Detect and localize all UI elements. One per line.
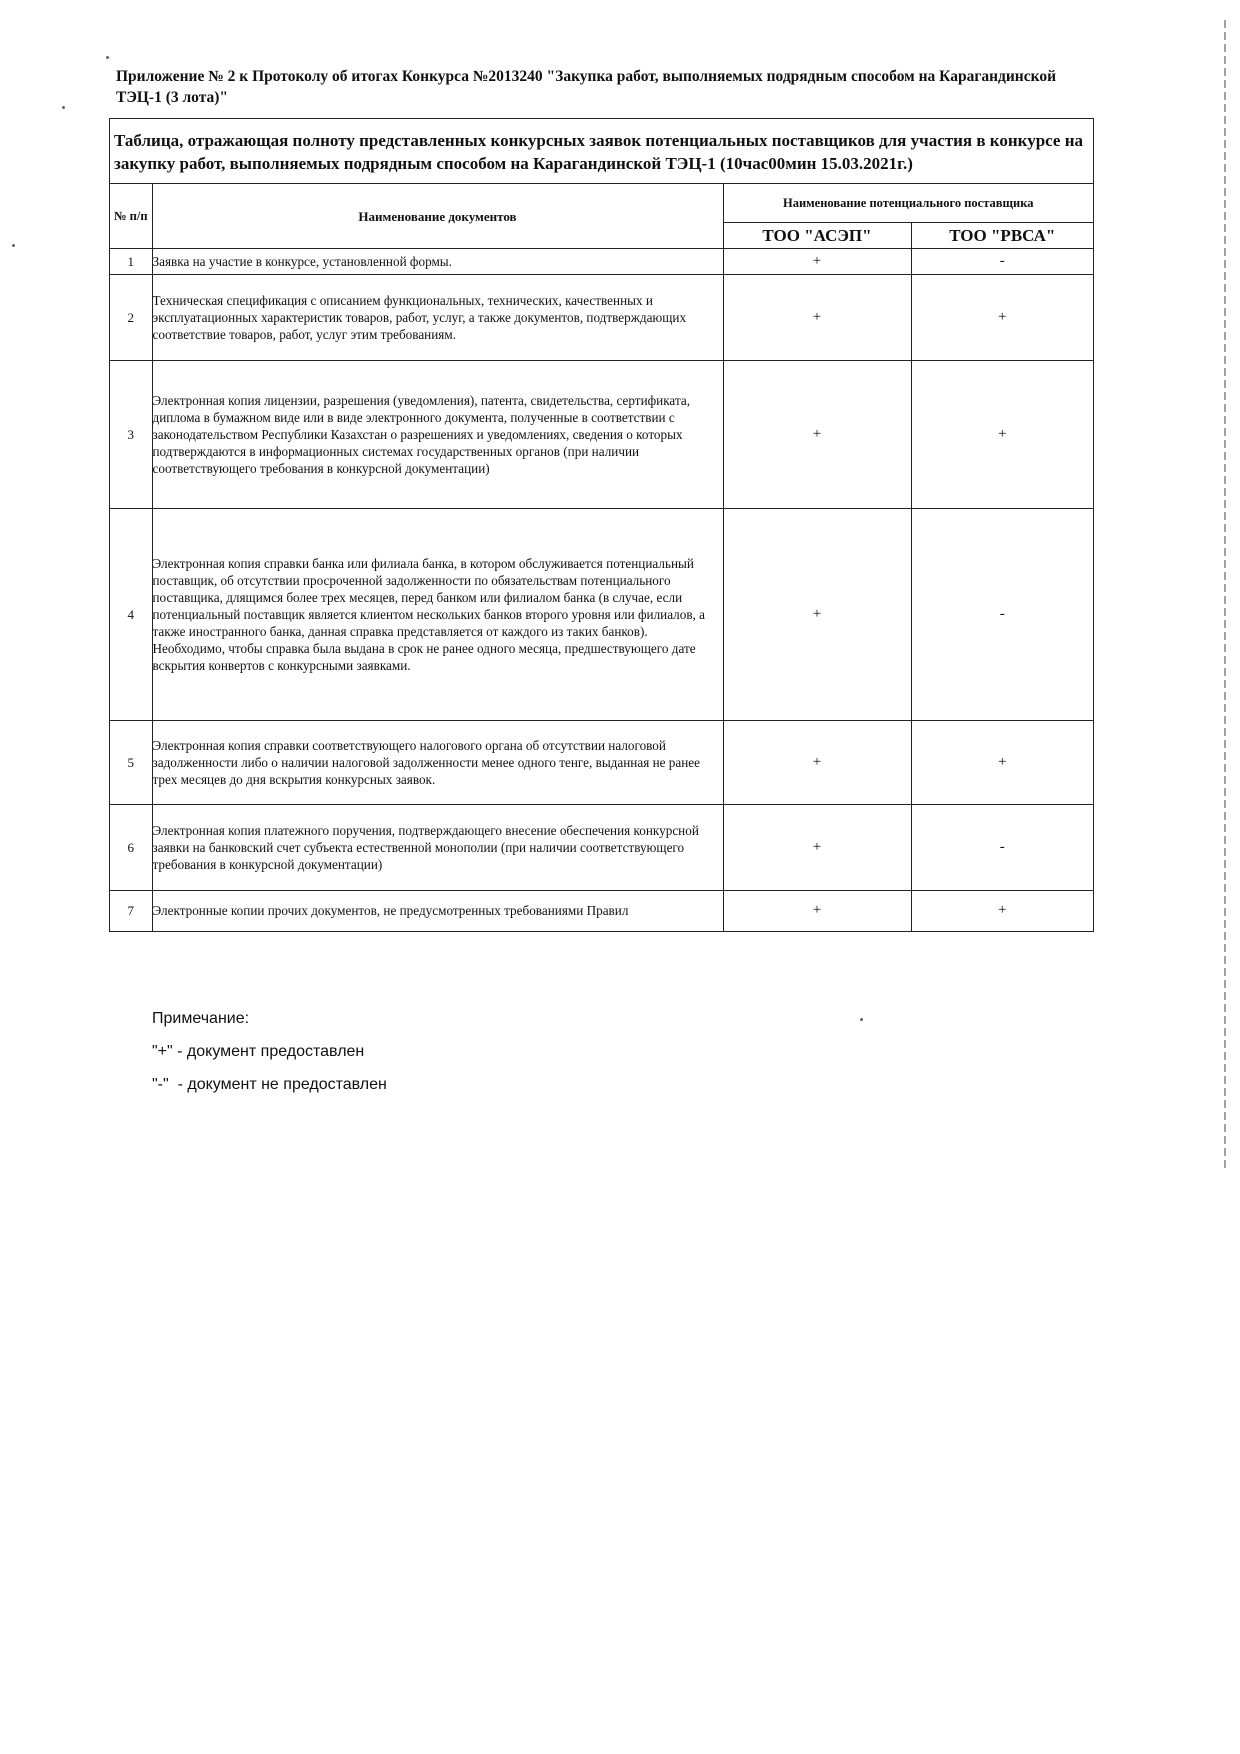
- scan-speck: [62, 106, 65, 109]
- scan-speck: [12, 244, 15, 247]
- row-number: 1: [110, 249, 152, 275]
- scan-margin-line: [1224, 20, 1226, 1170]
- row-number: 6: [110, 805, 152, 891]
- table-row: [110, 721, 1093, 805]
- supplier-mark: +: [723, 249, 911, 275]
- note-minus: "-" - документ не предоставлен: [152, 1076, 387, 1093]
- scan-speck: [106, 56, 109, 59]
- row-number: 4: [110, 509, 152, 721]
- table-header-row: [110, 184, 1093, 223]
- row-number: 3: [110, 361, 152, 509]
- document-name: Электронная копия справки банка или филиала банка, в котором обслуживается потенциальный поставщик, об отсутствии просроченной задолженности по обязательствам потенциального поставщика, длящимся более трех месяцев, перед банком или филиалом банка (в случае, если потенциальный поставщик является клиентом нескольких банков второго уровня или филиалов, а также иностранного банка, данная справка представляется от каждого из таких банков). Необходимо, чтобы справка была выдана в срок не ранее одного месяца, предшествующего дате вскрытия конвертов с конкурсными заявками.: [152, 509, 723, 721]
- supplier-mark: +: [911, 275, 1093, 361]
- table-row: [110, 361, 1093, 509]
- supplier-mark: -: [911, 509, 1093, 721]
- document-header: Приложение № 2 к Протоколу об итогах Конкурса №2013240 "Закупка работ, выполняемых подрядным способом на Карагандинской ТЭЦ-1 (3 лота)": [116, 68, 1057, 106]
- supplier-mark: +: [723, 509, 911, 721]
- supplier-mark: +: [723, 721, 911, 805]
- table-row: [110, 249, 1093, 275]
- table-row: [110, 891, 1093, 931]
- document-name: Электронная копия справки соответствующего налогового органа об отсутствии налоговой задолженности либо о наличии налоговой задолженности менее одного тенге, выданная не ранее трех месяцев до дня вскрытия конкурсных заявок.: [152, 721, 723, 805]
- document-name: Электронные копии прочих документов, не предусмотренных требованиями Правил: [152, 891, 723, 931]
- supplier-mark: +: [723, 891, 911, 931]
- supplier-mark: +: [723, 361, 911, 509]
- table-row: [110, 509, 1093, 721]
- row-number: 2: [110, 275, 152, 361]
- legend-notes: [152, 1002, 387, 1101]
- supplier-mark: +: [723, 275, 911, 361]
- supplier-name: ТОО "РВСА": [911, 223, 1093, 249]
- documents-table: [110, 184, 1093, 931]
- column-header-suppliers: Наименование потенциального поставщика: [723, 184, 1093, 223]
- table-row: [110, 805, 1093, 891]
- supplier-mark: +: [911, 721, 1093, 805]
- note-plus: "+" - документ предоставлен: [152, 1043, 365, 1060]
- document-name: Техническая спецификация с описанием функциональных, технических, качественных и эксплуатационных характеристик товаров, работ, услуг, а также документов, подтверждающих соответствие товаров, работ, услуг этим требованиям.: [152, 275, 723, 361]
- completeness-sheet: [109, 118, 1094, 932]
- table-title: Таблица, отражающая полноту представленных конкурсных заявок потенциальных поставщиков для участия в конкурсе на закупку работ, выполняемых подрядным способом на Карагандинской ТЭЦ-1 (10час00мин 15.03.2021г.): [110, 119, 1093, 184]
- row-number: 5: [110, 721, 152, 805]
- table-row: [110, 275, 1093, 361]
- supplier-mark: +: [911, 361, 1093, 509]
- notes-title: Примечание:: [152, 1010, 250, 1027]
- row-number: 7: [110, 891, 152, 931]
- scan-speck: [860, 1018, 863, 1021]
- supplier-mark: +: [723, 805, 911, 891]
- supplier-name: ТОО "АСЭП": [723, 223, 911, 249]
- supplier-mark: +: [911, 891, 1093, 931]
- column-header-documents: Наименование документов: [152, 184, 723, 249]
- document-name: Заявка на участие в конкурсе, установленной формы.: [152, 249, 723, 275]
- column-header-number: № п/п: [110, 184, 152, 249]
- supplier-mark: -: [911, 249, 1093, 275]
- document-name: Электронная копия платежного поручения, подтверждающего внесение обеспечения конкурсной заявки на банковский счет субъекта естественной монополии (при наличии соответствующего требования в конкурсной документации): [152, 805, 723, 891]
- supplier-mark: -: [911, 805, 1093, 891]
- document-name: Электронная копия лицензии, разрешения (уведомления), патента, свидетельства, сертификата, диплома в бумажном виде или в виде электронного документа, полученные в соответствии с законодательством Республики Казахстан о разрешениях и уведомлениях, сведения о которых подтверждаются в информационных системах государственных органов (при наличии соответствующего требования в конкурсной документации): [152, 361, 723, 509]
